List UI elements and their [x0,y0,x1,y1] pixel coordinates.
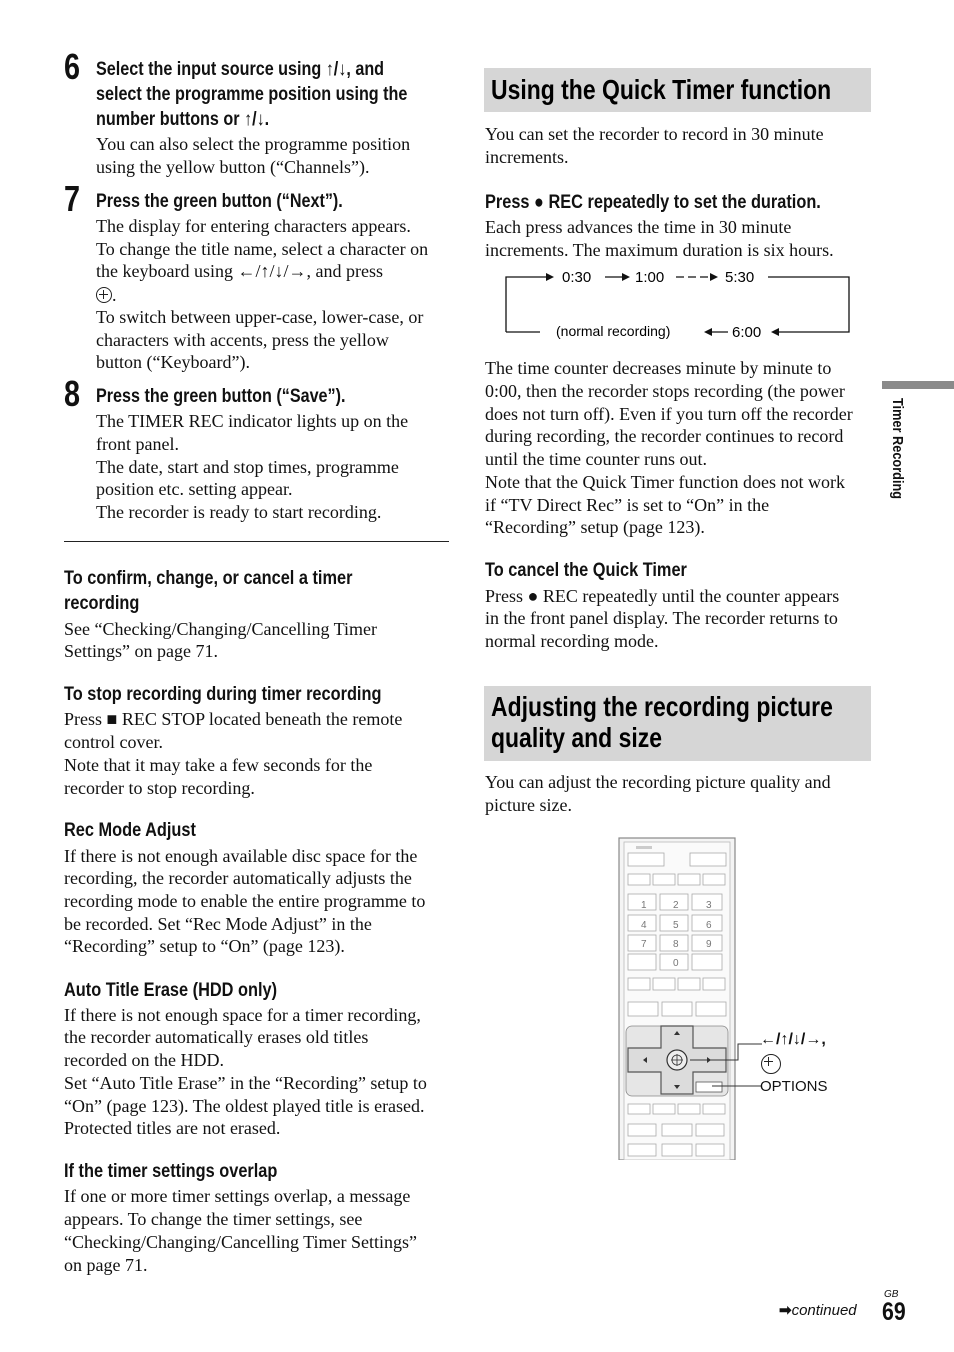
sidebar-section-label: Timer Recording [889,398,906,500]
enter-circle-icon [761,1054,781,1074]
enter-button-icon [96,287,112,303]
step7-heading: Press the green button (“Next”). [96,191,343,212]
remote-key-0: 0 [673,958,679,969]
remote-key-3: 3 [706,900,712,911]
quick-body-line7: if “TV Direct Rec” is set to “On” in the [485,495,770,515]
stop-body-line3: Note that it may take a few seconds for the [64,755,373,775]
rec-mode-body-line4: be recorded. Set “Rec Mode Adjust” in the [64,914,372,934]
adjust-title-band [484,686,871,761]
step7-period: . [112,285,117,305]
step7-body-line5: To switch between upper-case, lower-case, or [96,307,424,327]
callout-enter-icon [761,1054,781,1077]
quick-timer-title-band [484,68,871,112]
confirm-body-line2: Settings” on page 71. [64,641,218,661]
confirm-heading-line1: To confirm, change, or cancel a timer [64,568,353,589]
step7-body-line7: button (“Keyboard”). [96,352,250,372]
step8-body-line2: front panel. [96,434,179,454]
page-number: 69 [882,1298,906,1326]
step6-body-line1: You can also select the programme position [96,134,411,154]
quick-body-line1: The time counter decreases minute by minute to [485,358,832,378]
step8-body-line4: position etc. setting appear. [96,479,293,499]
quick-intro-line1: You can set the recorder to record in 30 minute [485,124,824,144]
cancel-body-line1: Press ● REC repeatedly until the counter appears [485,586,840,606]
stop-body-line1: Press ■ REC STOP located beneath the remote [64,709,403,729]
quick-timer-title: Using the Quick Timer function [491,74,832,105]
cancel-body-line3: normal recording mode. [485,631,659,651]
quick-body-line6: Note that the Quick Timer function does not work [485,472,845,492]
duration-cycle-diagram [500,262,860,342]
overlap-body-line3: “Checking/Changing/Cancelling Timer Settings” [64,1232,417,1252]
overlap-body-line4: on page 71. [64,1255,148,1275]
confirm-heading-line2: recording [64,593,140,614]
auto-erase-heading: Auto Title Erase (HDD only) [64,980,278,1001]
remote-key-8: 8 [673,939,679,950]
rec-mode-body-line5: “Recording” setup to “On” (page 123). [64,936,345,956]
continued-text: continued [791,1302,857,1319]
step-number-6: 6 [64,46,81,87]
rec-mode-heading: Rec Mode Adjust [64,820,196,841]
rec-mode-body-line1: If there is not enough available disc space for the [64,846,418,866]
adjust-title-line2: quality and size [491,722,662,753]
auto-erase-body-line4: Set “Auto Title Erase” in the “Recording” setup to [64,1073,427,1093]
overlap-body-line2: appears. To change the timer settings, see [64,1209,363,1229]
quick-body-line8: “Recording” setup (page 123). [485,517,705,537]
step6-heading-line2: select the programme position using the [96,84,408,105]
remote-key-5: 5 [673,920,679,931]
step7-body-line6: characters with accents, press the yellow [96,330,389,350]
step6-body-line2: using the yellow button (“Channels”). [96,157,370,177]
rec-mode-body-line3: recording mode to enable the entire programme to [64,891,426,911]
cancel-body-line2: in the front panel display. The recorder returns to [485,608,838,628]
cancel-quick-timer-heading: To cancel the Quick Timer [485,560,687,581]
press-rec-body-line2: increments. The maximum duration is six hours. [485,240,834,260]
rec-mode-body-line2: recording, the recorder automatically adjusts the [64,868,412,888]
diagram-time-0-30: 0:30 [562,269,592,286]
step7-body-line2: To change the title name, select a character on [96,239,429,259]
language-code: GB [884,1289,899,1300]
diagram-time-6-00: 6:00 [732,324,762,341]
remote-key-6: 6 [706,920,712,931]
quick-body-line5: until the time counter runs out. [485,449,707,469]
stop-heading: To stop recording during timer recording [64,684,382,705]
adjust-body-line2: picture size. [485,795,572,815]
step6-heading-line1: Select the input source using ↑/↓, and [96,59,385,80]
stop-body-line4: recorder to stop recording. [64,778,255,798]
callout-arrows-label: ←/↑/↓/→, [760,1031,826,1048]
adjust-title-line1: Adjusting the recording picture [491,691,833,722]
section-divider [64,541,449,542]
diagram-time-5-30: 5:30 [725,269,755,286]
step8-body-line5: The recorder is ready to start recording. [96,502,382,522]
adjust-body-line1: You can adjust the recording picture quality and [485,772,831,792]
sidebar-tab-marker [882,381,954,389]
remote-key-1: 1 [641,900,647,911]
auto-erase-body-line6: Protected titles are not erased. [64,1118,281,1138]
confirm-body-line1: See “Checking/Changing/Cancelling Timer [64,619,377,639]
step8-body-line1: The TIMER REC indicator lights up on the [96,411,409,431]
auto-erase-body-line1: If there is not enough space for a timer recording, [64,1005,421,1025]
auto-erase-body-line2: the recorder automatically erases old titles [64,1027,369,1047]
step-number-7: 7 [64,178,81,219]
diagram-time-1-00: 1:00 [635,269,665,286]
auto-erase-body-line3: recorded on the HDD. [64,1050,224,1070]
callout-leader-lines [690,1040,770,1096]
step-number-8: 8 [64,373,81,414]
step7-body-line3: the keyboard using ←/↑/↓/→, and press [96,261,383,281]
overlap-body-line1: If one or more timer settings overlap, a message [64,1186,411,1206]
press-rec-body-line1: Each press advances the time in 30 minute [485,217,792,237]
press-rec-heading: Press ● REC repeatedly to set the duration. [485,192,821,213]
callout-options-label: OPTIONS [760,1078,828,1095]
auto-erase-body-line5: “On” (page 123). The oldest played title is erased. [64,1096,425,1116]
quick-body-line4: during recording, the recorder continues to record [485,426,844,446]
continued-note [779,1301,857,1319]
remote-key-9: 9 [706,939,712,950]
remote-key-7: 7 [641,939,647,950]
step7-body-line1: The display for entering characters appears. [96,216,411,236]
remote-control-illustration [616,836,741,1160]
diagram-normal-recording: (normal recording) [556,323,671,339]
quick-intro-line2: increments. [485,147,569,167]
overlap-heading: If the timer settings overlap [64,1161,278,1182]
quick-body-line3: does not turn off). Even if you turn off the recorder [485,404,853,424]
step8-heading: Press the green button (“Save”). [96,386,346,407]
remote-key-4: 4 [641,920,647,931]
remote-key-2: 2 [673,900,679,911]
step7-body-line4 [96,284,117,307]
step8-body-line3: The date, start and stop times, programme [96,457,399,477]
stop-body-line2: control cover. [64,732,163,752]
step6-heading-line3: number buttons or ↑/↓. [96,109,270,130]
continued-arrow-icon: ➡ [779,1302,792,1319]
quick-body-line2: 0:00, then the recorder stops recording (the power [485,381,845,401]
